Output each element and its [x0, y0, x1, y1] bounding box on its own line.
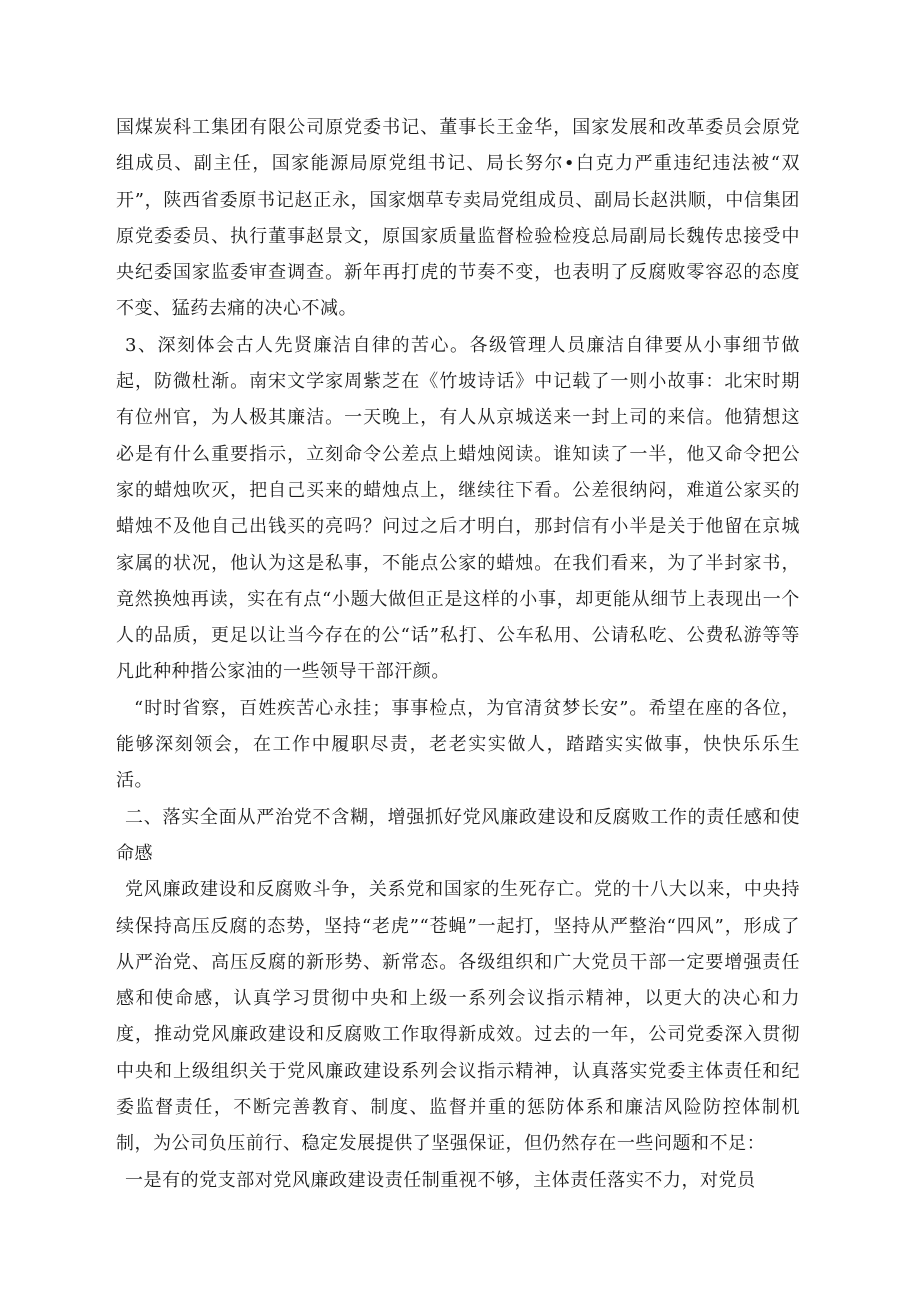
paragraph-continuation: 国煤炭科工集团有限公司原党委书记、董事长王金华，国家发展和改革委员会原党组成员、副主任，国家能源局原党组书记、局长努尔•白克力严重违纪违法被“双开”，陕西省委原书记赵正永，国家烟草专卖局党组成员、副局长赵洪顺，中信集团原党委委员、执行董事赵景文，原国家质量监督检验检疫总局副局长魏传忠接受中央纪委国家监委审查调查。新年再打虎的节奏不变，也表明了反腐败零容忍的态度不变、猛药去痛的决心不减。 [116, 117, 800, 320]
document-page [116, 110, 800, 1199]
paragraph-party-conduct: 党风廉政建设和反腐败斗争，关系党和国家的生死存亡。党的十八大以来，中央持续保持高压反腐的态势，坚持“老虎”“苍蝇”一起打，坚持从严整治“四风”，形成了从严治党、高压反腐的新形势、新常态。各级组织和广大党员干部一定要增强责任感和使命感，认真学习贯彻中央和上级一系列会议指示精神，以更大的决心和力度，推动党风廉政建设和反腐败工作取得新成效。过去的一年，公司党委深入贯彻中央和上级组织关于党风廉政建设系列会议指示精神，认真落实党委主体责任和纪委监督责任，不断完善教育、制度、监督并重的惩防体系和廉洁风险防控体制机制，为公司负压前行、稳定发展提供了坚强保证，但仍然存在一些问题和不足： [116, 879, 800, 1155]
paragraph-section-3: 3、深刻体会古人先贤廉洁自律的苦心。各级管理人员廉洁自律要从小事细节做起，防微杜渐。南宋文学家周紫芝在《竹坡诗话》中记载了一则小故事：北宋时期有位州官，为人极其廉洁。一天晚上，有人从京城送来一封上司的来信。他猜想这必是有什么重要指示，立刻命令公差点上蜡烛阅读。谁知读了一半，他又命令把公家的蜡烛吹灭，把自己买来的蜡烛点上，继续往下看。公差很纳闷，难道公家买的蜡烛不及他自己出钱买的亮吗？问过之后才明白，那封信有小半是关于他留在京城家属的状况，他认为这是私事，不能点公家的蜡烛。在我们看来，为了半封家书，竟然换烛再读，实在有点“小题大做但正是这样的小事，却更能从细节上表现出一个人的品质，更足以让当今存在的公“话”私打、公车私用、公请私吃、公费私游等等凡此种种揩公家油的一些领导干部汗颜。 [116, 334, 800, 683]
paragraph-issue-1: 一是有的党支部对党风廉政建设责任制重视不够，主体责任落实不力，对党员 [125, 1169, 756, 1191]
section-heading-2: 二、落实全面从严治党不含糊，增强抓好党风廉政建设和反腐败工作的责任感和使命感 [116, 806, 800, 864]
paragraph-quote: “时时省察，百姓疾苦心永挂；事事检点，为官清贫梦长安”。希望在座的各位，能够深刻领会，在工作中履职尽责，老老实实做人，踏踏实实做事，快快乐乐生活。 [116, 697, 800, 792]
